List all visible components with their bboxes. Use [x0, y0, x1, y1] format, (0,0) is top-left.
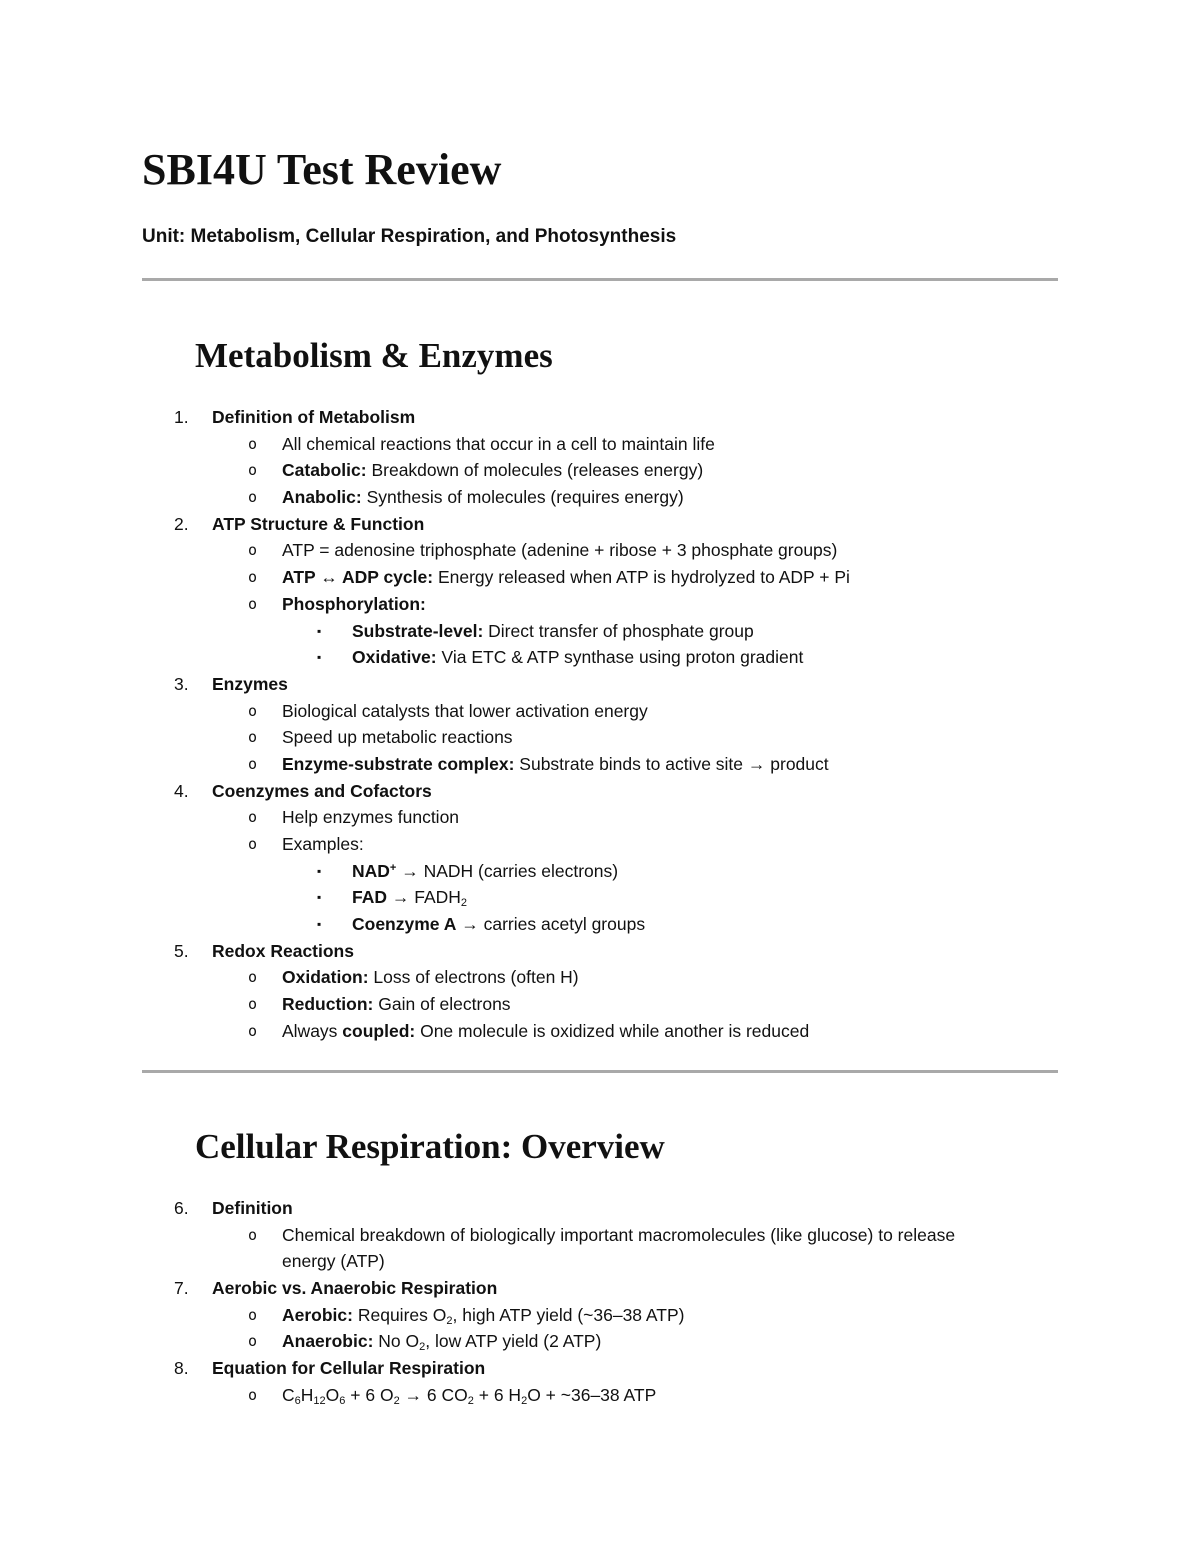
- bullet-label: Anaerobic:: [282, 1331, 374, 1352]
- subbullet-body: → FADH: [387, 887, 461, 908]
- list-bullet: [0, 724, 1200, 751]
- divider: [142, 278, 1058, 281]
- subbullet-label: FAD: [352, 887, 387, 908]
- section-heading-metabolism: Metabolism & Enzymes: [195, 336, 553, 375]
- item-number: 3.: [174, 673, 189, 694]
- bullet-body: , low ATP yield (2 ATP): [425, 1331, 602, 1352]
- bullet-label: Catabolic:: [282, 460, 367, 481]
- bullet-marker: o: [248, 754, 258, 773]
- bullet-prefix: Always: [282, 1020, 343, 1041]
- list-bullet: [0, 591, 1200, 618]
- list-bullet: [0, 564, 1200, 591]
- item-title: Coenzymes and Cofactors: [212, 780, 432, 801]
- bullet-body: Breakdown of molecules (releases energy): [366, 460, 704, 481]
- list-bullet: [0, 431, 1200, 458]
- divider: [142, 1070, 1058, 1073]
- bullet-text: [282, 751, 829, 778]
- bullet-text: [282, 484, 684, 511]
- item-number: 7.: [174, 1278, 189, 1299]
- list-subbullet: [0, 911, 1200, 938]
- item-number: 4.: [174, 780, 189, 801]
- list-subbullet: [0, 644, 1200, 671]
- list-item: [0, 938, 1200, 965]
- bullet-body: One molecule is oxidized while another is reduced: [415, 1020, 810, 1041]
- bullet-text: Examples:: [282, 834, 364, 854]
- list-bullet: [0, 1382, 1200, 1409]
- bullet-marker: o: [248, 728, 258, 747]
- list-item: [0, 778, 1200, 805]
- list-bullet: [0, 537, 1200, 564]
- subbullet-marker: ▪: [317, 890, 322, 905]
- bullet-body: No O: [373, 1331, 420, 1352]
- subbullet-body: Direct transfer of phosphate group: [483, 620, 754, 641]
- subscript: 2: [393, 1394, 400, 1407]
- list-bullet: [0, 1018, 1200, 1045]
- bullet-marker: o: [248, 1225, 258, 1244]
- bullet-marker: o: [248, 594, 258, 613]
- item-title: Definition of Metabolism: [212, 407, 416, 427]
- subbullet-marker: ▪: [317, 863, 322, 878]
- list-item: [0, 1195, 1200, 1222]
- label-text: NAD: [352, 860, 390, 881]
- subscript: 2: [446, 1314, 453, 1327]
- bullet-marker: o: [248, 541, 258, 560]
- document-title: SBI4U Test Review: [142, 145, 502, 194]
- item-number: 8.: [174, 1358, 189, 1379]
- subbullet-label: Oxidative:: [352, 647, 437, 668]
- list-bullet: [0, 1222, 1200, 1249]
- subscript: 2: [521, 1394, 528, 1407]
- list-subbullet: [0, 858, 1200, 885]
- bullet-marker: o: [248, 461, 258, 480]
- list-item: [0, 1275, 1200, 1302]
- bullet-text: [282, 591, 426, 618]
- bullet-label: Oxidation:: [282, 967, 369, 988]
- bullet-label: coupled:: [342, 1020, 416, 1041]
- list-bullet: [0, 831, 1200, 858]
- subscript: 2: [460, 897, 468, 910]
- bullet-body: Energy released when ATP is hydrolyzed to ADP + Pi: [433, 567, 850, 588]
- bullet-marker: o: [248, 995, 258, 1014]
- list-bullet: [0, 698, 1200, 725]
- bullet-text: Chemical breakdown of biologically important macromolecules (like glucose) to release: [282, 1224, 956, 1245]
- bullet-text: ATP = adenosine triphosphate (adenine + ribose + 3 phosphate groups): [282, 540, 838, 561]
- subbullet-marker: ▪: [317, 623, 322, 638]
- section-heading-respiration: Cellular Respiration: Overview: [195, 1127, 665, 1166]
- respiration-list: [0, 1195, 1200, 1409]
- bullet-marker: o: [248, 1385, 258, 1404]
- bullet-continuation: energy (ATP): [282, 1251, 385, 1272]
- bullet-marker: o: [248, 1305, 258, 1324]
- eq-term: → 6 CO: [399, 1384, 468, 1405]
- bullet-marker: o: [248, 1021, 258, 1040]
- subbullet-text: [352, 618, 754, 645]
- bullet-text: Help enzymes function: [282, 807, 460, 828]
- bullet-text: [282, 1302, 685, 1329]
- item-number: 2.: [174, 513, 189, 534]
- item-title: ATP Structure & Function: [212, 513, 425, 534]
- bullet-text: [282, 457, 703, 484]
- item-title: Redox Reactions: [212, 940, 354, 961]
- bullet-body: Loss of electrons (often H): [368, 967, 579, 988]
- subscript: 2: [467, 1394, 474, 1407]
- list-bullet: [0, 751, 1200, 778]
- bullet-text: [282, 564, 850, 591]
- list-item: [0, 671, 1200, 698]
- subbullet-text: [352, 858, 618, 885]
- bullet-marker: o: [248, 568, 258, 587]
- bullet-body: Requires O: [352, 1304, 447, 1325]
- respiration-equation: [282, 1382, 656, 1409]
- subbullet-text: [352, 644, 803, 671]
- list-bullet: [0, 457, 1200, 484]
- bullet-marker: o: [248, 434, 258, 453]
- subscript: 6: [339, 1394, 346, 1407]
- subscript: 6: [294, 1394, 301, 1407]
- bullet-text: All chemical reactions that occur in a cell to maintain life: [282, 433, 715, 454]
- bullet-body: Synthesis of molecules (requires energy): [361, 487, 684, 508]
- list-item: [0, 404, 1200, 431]
- bullet-marker: o: [248, 488, 258, 507]
- bullet-text: Biological catalysts that lower activation energy: [282, 700, 648, 721]
- item-number: 5.: [174, 940, 189, 961]
- item-title: Enzymes: [212, 673, 288, 694]
- eq-hydrogen: H: [300, 1384, 314, 1405]
- bullet-label: Enzyme-substrate complex:: [282, 753, 515, 774]
- bullet-label: ATP ↔ ADP cycle:: [282, 567, 434, 588]
- list-item: [0, 511, 1200, 538]
- unit-subtitle: Unit: Metabolism, Cellular Respiration, and Photosynthesis: [142, 226, 677, 247]
- metabolism-list: [0, 404, 1200, 1045]
- bullet-text: Speed up metabolic reactions: [282, 727, 513, 748]
- list-bullet: [0, 484, 1200, 511]
- list-bullet: [0, 1302, 1200, 1329]
- bullet-text: [282, 964, 579, 991]
- subbullet-marker: ▪: [317, 917, 322, 932]
- bullet-marker: o: [248, 808, 258, 827]
- eq-term: + 6 O: [345, 1384, 394, 1405]
- subbullet-marker: ▪: [317, 650, 322, 665]
- bullet-body: , high ATP yield (~36–38 ATP): [452, 1304, 685, 1325]
- subbullet-label: Coenzyme A: [352, 914, 457, 935]
- bullet-marker: o: [248, 968, 258, 987]
- list-item: [0, 1355, 1200, 1382]
- list-bullet: [0, 991, 1200, 1018]
- subbullet-text: [352, 884, 467, 911]
- subbullet-body: → NADH (carries electrons): [396, 860, 619, 881]
- subbullet-label: Substrate-level:: [352, 620, 484, 641]
- bullet-label: Phosphorylation:: [282, 593, 426, 614]
- eq-carbon: C: [282, 1384, 295, 1405]
- item-number: 1.: [174, 407, 189, 427]
- superscript: +: [389, 861, 397, 874]
- item-title: Equation for Cellular Respiration: [212, 1358, 486, 1379]
- bullet-text: [282, 991, 511, 1018]
- bullet-label: Reduction:: [282, 994, 374, 1015]
- subbullet-body: → carries acetyl groups: [456, 914, 646, 935]
- list-subbullet: [0, 884, 1200, 911]
- bullet-body: Substrate binds to active site → product: [514, 753, 829, 774]
- bullet-text: [282, 1018, 809, 1045]
- list-bullet-continuation: [0, 1248, 1200, 1275]
- list-subbullet: [0, 618, 1200, 645]
- list-bullet: [0, 804, 1200, 831]
- subbullet-body: Via ETC & ATP synthase using proton gradient: [436, 647, 804, 668]
- list-bullet: [0, 1328, 1200, 1355]
- bullet-text: [282, 1328, 601, 1355]
- eq-oxygen: O: [325, 1384, 340, 1405]
- bullet-marker: o: [248, 701, 258, 720]
- eq-term: O + ~36–38 ATP: [527, 1384, 657, 1405]
- subscript: 2: [419, 1341, 426, 1354]
- bullet-body: Gain of electrons: [373, 994, 511, 1015]
- bullet-marker: o: [248, 1332, 258, 1351]
- eq-term: + 6 H: [473, 1384, 522, 1405]
- item-number: 6.: [174, 1198, 189, 1218]
- item-title: Aerobic vs. Anaerobic Respiration: [212, 1278, 498, 1299]
- bullet-marker: o: [248, 835, 258, 853]
- subscript: 12: [313, 1394, 326, 1407]
- subbullet-label: [352, 861, 396, 881]
- item-title: Definition: [212, 1198, 293, 1218]
- list-bullet: [0, 964, 1200, 991]
- subbullet-text: [352, 911, 645, 938]
- bullet-label: Aerobic:: [282, 1304, 353, 1325]
- bullet-label: Anabolic:: [282, 487, 362, 508]
